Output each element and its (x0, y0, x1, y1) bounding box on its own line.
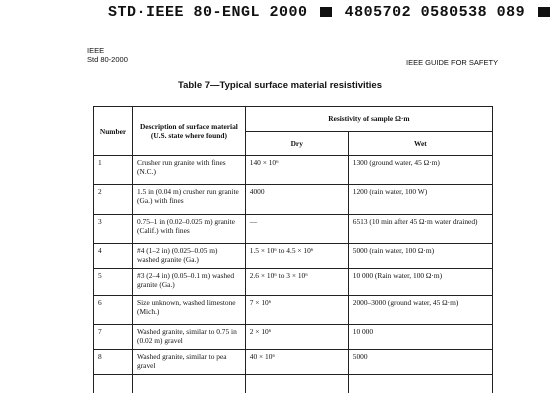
table-title: Table 7—Typical surface material resistivities (178, 80, 382, 91)
stamp-block-mark (320, 7, 332, 17)
row-description: #3 (2–4 in) (0.05–0.1 m) washed granite (Ga.) (133, 269, 246, 296)
row-wet: 5000 (348, 350, 492, 375)
header-dry: Dry (245, 131, 348, 156)
table-row-cut-off (94, 375, 493, 394)
row-number: 2 (94, 185, 133, 215)
row-number: 1 (94, 156, 133, 185)
header-number: Number (94, 107, 133, 156)
row-description: 1.5 in (0.04 m) crusher run granite (Ga.) with fines (133, 185, 246, 215)
header-std: Std 80-2000 (87, 55, 128, 64)
row-wet (348, 375, 492, 394)
row-number: 5 (94, 269, 133, 296)
row-number: 4 (94, 244, 133, 269)
row-wet: 6513 (10 min after 45 Ω·m water drained) (348, 215, 492, 244)
header-description: Description of surface material (U.S. state where found) (133, 107, 246, 156)
row-description: Size unknown, washed limestone (Mich.) (133, 296, 246, 325)
row-dry: 2 × 10⁶ (245, 325, 348, 350)
row-number: 3 (94, 215, 133, 244)
row-dry: 140 × 10⁶ (245, 156, 348, 185)
row-wet: 2000–3000 (ground water, 45 Ω·m) (348, 296, 492, 325)
row-dry: — (245, 215, 348, 244)
document-stamp (108, 4, 553, 21)
row-description: Washed granite, similar to pea gravel (133, 350, 246, 375)
header-org: IEEE (87, 46, 105, 55)
row-dry (245, 375, 348, 394)
row-wet: 10 000 (348, 325, 492, 350)
row-dry: 4000 (245, 185, 348, 215)
stamp-right-text: 4805702 0580538 089 (344, 4, 526, 21)
row-dry: 40 × 10⁶ (245, 350, 348, 375)
row-description: Crusher run granite with fines (N.C.) (133, 156, 246, 185)
row-dry: 2.6 × 10⁶ to 3 × 10⁶ (245, 269, 348, 296)
table-row (94, 185, 493, 215)
table-row (94, 244, 493, 269)
table-row (94, 269, 493, 296)
header-resistivity: Resistivity of sample Ω·m (245, 107, 492, 132)
row-wet: 1200 (rain water, 100 W) (348, 185, 492, 215)
header-left (87, 46, 128, 64)
table-row (94, 156, 493, 185)
row-description: #4 (1–2 in) (0.025–0.05 m) washed granite (Ga.) (133, 244, 246, 269)
table-row (94, 296, 493, 325)
row-number (94, 375, 133, 394)
row-wet: 1300 (ground water, 45 Ω·m) (348, 156, 492, 185)
row-description: 0.75–1 in (0.02–0.025 m) granite (Calif.) with fines (133, 215, 246, 244)
header-wet: Wet (348, 131, 492, 156)
row-wet: 10 000 (Rain water, 100 Ω·m) (348, 269, 492, 296)
row-number: 7 (94, 325, 133, 350)
table-row (94, 215, 493, 244)
resistivity-table (93, 106, 493, 393)
row-number: 8 (94, 350, 133, 375)
row-wet: 5000 (rain water, 100 Ω·m) (348, 244, 492, 269)
row-description: Washed granite, similar to 0.75 in (0.02 m) gravel (133, 325, 246, 350)
row-number: 6 (94, 296, 133, 325)
header-guide-title: IEEE GUIDE FOR SAFETY (406, 58, 499, 67)
row-dry: 1.5 × 10⁶ to 4.5 × 10⁶ (245, 244, 348, 269)
stamp-block-mark-end (538, 7, 550, 17)
row-description (133, 375, 246, 394)
row-dry: 7 × 10⁶ (245, 296, 348, 325)
table-row (94, 350, 493, 375)
table-row (94, 325, 493, 350)
stamp-left-text: STD·IEEE 80-ENGL 2000 (108, 4, 308, 21)
